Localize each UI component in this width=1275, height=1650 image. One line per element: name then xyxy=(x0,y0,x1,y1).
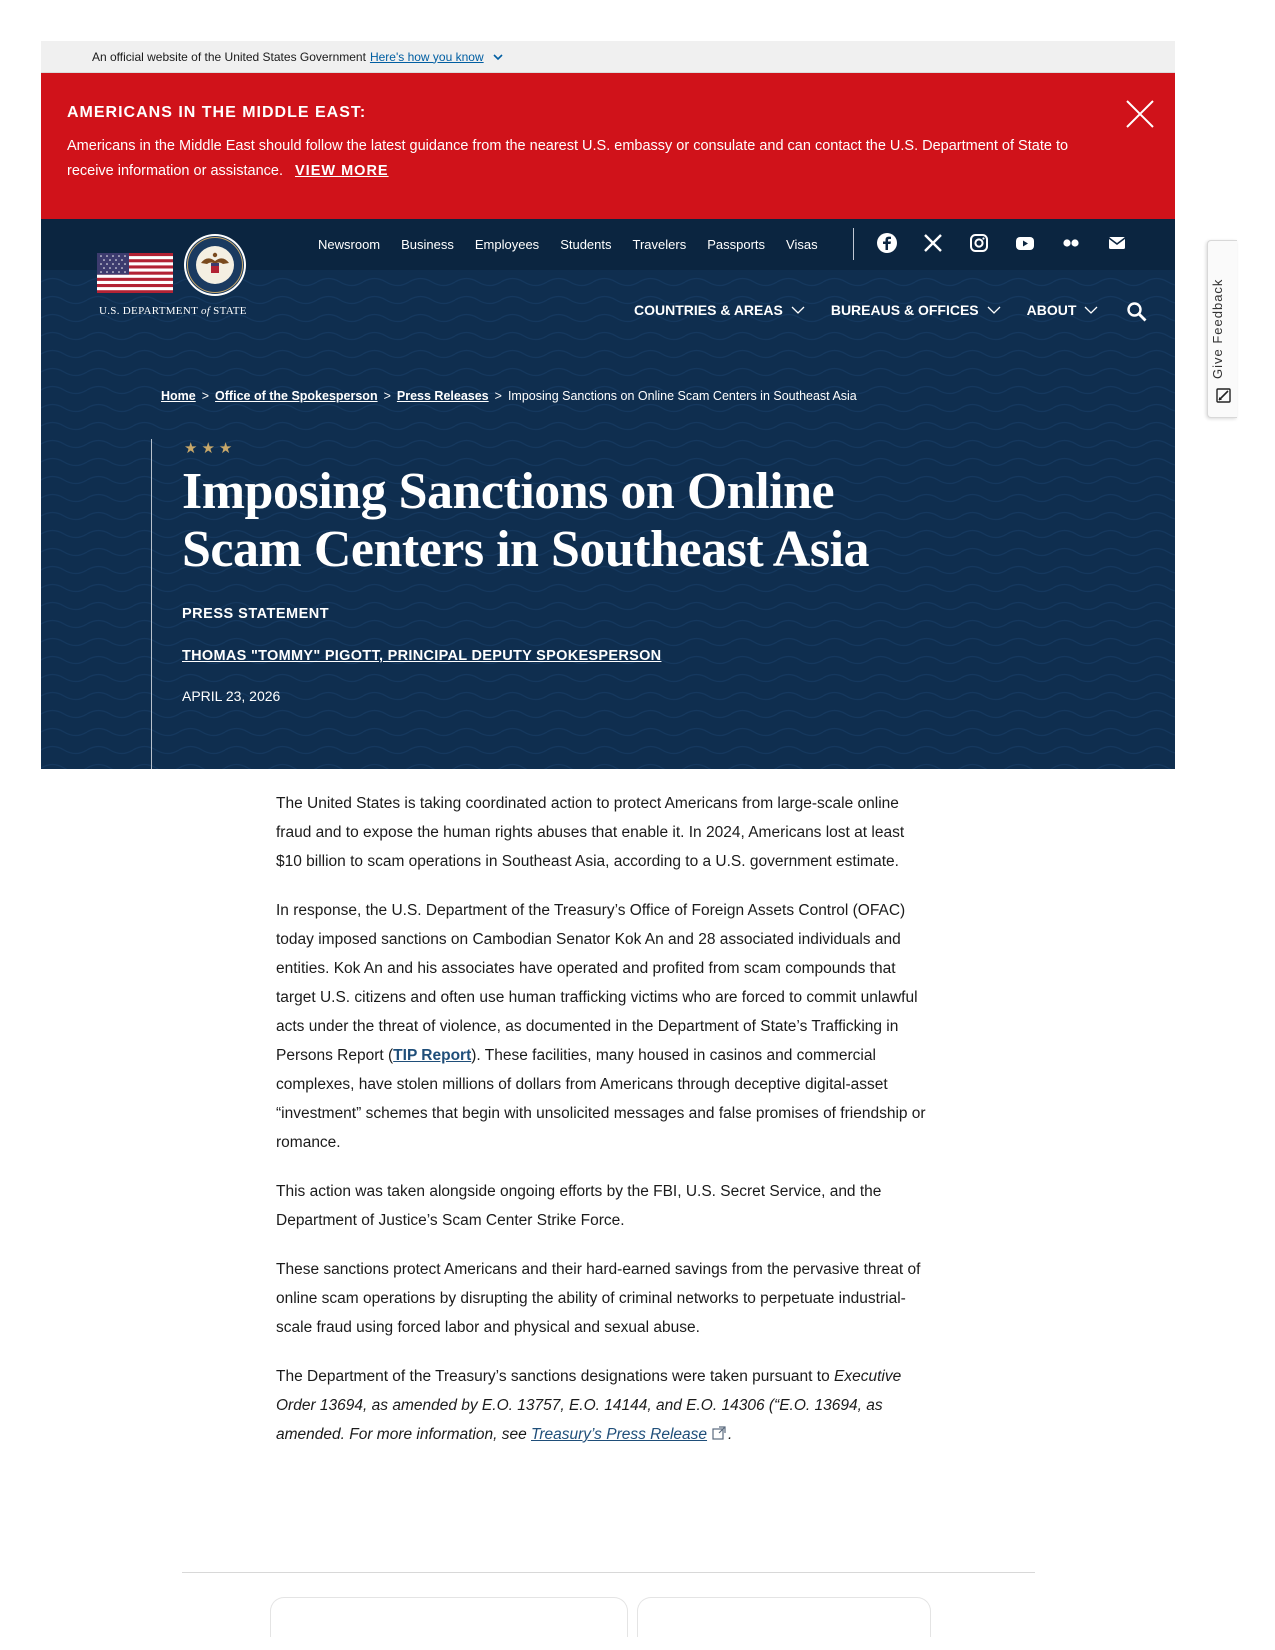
breadcrumb-home[interactable]: Home xyxy=(161,389,196,403)
official-gov-banner xyxy=(41,41,1175,73)
tip-report-link[interactable]: TIP Report xyxy=(393,1047,472,1064)
paragraph-2-text-b: ). These facilities, many housed in casinos and commercial complexes, have stolen millions of dollars from Americans through deceptive digital-asset “investment” schemes that begin with unsolicited messages and false promises of friendship or romance. xyxy=(276,1047,926,1151)
article-accent-line xyxy=(151,439,152,769)
related-card-right[interactable] xyxy=(637,1597,931,1637)
logo-text-state: STATE xyxy=(213,305,247,317)
close-icon[interactable] xyxy=(1125,99,1155,129)
paragraph-3: This action was taken alongside ongoing efforts by the FBI, U.S. Secret Service, and the Department of Justice’s Scam Center Strike Force. xyxy=(276,1183,882,1229)
us-flag-icon xyxy=(97,253,173,293)
treasury-press-release-link[interactable]: Treasury’s Press Release xyxy=(531,1426,708,1443)
flickr-icon[interactable] xyxy=(1060,232,1082,254)
paragraph-4: These sanctions protect Americans and their hard-earned savings from the pervasive threat of online scam operations by disrupting the ability of criminal networks to perpetuate industrial-scale fraud using forced labor and physical and sexual abuse. xyxy=(276,1261,921,1336)
publish-date: APRIL 23, 2026 xyxy=(182,688,281,704)
breadcrumb-press-releases[interactable]: Press Releases xyxy=(396,389,489,403)
utility-links xyxy=(318,219,839,270)
breadcrumb xyxy=(161,389,857,403)
chevron-down-icon xyxy=(987,305,1001,315)
breadcrumb-separator: > xyxy=(494,389,502,403)
nav-students[interactable]: Students xyxy=(560,237,612,252)
youtube-icon[interactable] xyxy=(1014,232,1036,254)
related-card-left[interactable] xyxy=(270,1597,628,1637)
heres-how-you-know-link[interactable]: Here's how you know xyxy=(369,49,484,64)
nav-countries-areas[interactable] xyxy=(634,302,805,318)
article-body xyxy=(276,789,926,1469)
stars-decoration: ★★★ xyxy=(184,440,237,457)
section-divider xyxy=(182,1572,1035,1573)
logo-text-department: U.S. DEPARTMENT xyxy=(99,305,198,317)
paragraph-5-text: The Department of the Treasury’s sanctions designations were taken pursuant to xyxy=(276,1368,835,1385)
alert-body xyxy=(67,134,1117,184)
nav-employees[interactable]: Employees xyxy=(474,237,540,252)
instagram-icon[interactable] xyxy=(968,232,990,254)
nav-business[interactable]: Business xyxy=(401,237,454,252)
paragraph-1: The United States is taking coordinated action to protect Americans from large-scale online fraud and to expose the human rights abuses that enable it. In 2024, Americans lost at least $10 billion to scam operations in Southeast Asia, according to a U.S. government estimate. xyxy=(276,795,905,870)
nav-travelers[interactable]: Travelers xyxy=(632,237,687,252)
gov-banner-text: An official website of the United States Government xyxy=(92,49,366,64)
nav-visas[interactable]: Visas xyxy=(786,237,818,252)
x-icon[interactable] xyxy=(922,232,944,254)
social-links xyxy=(876,232,1152,254)
page-title: Imposing Sanctions on Online Scam Centers in Southeast Asia xyxy=(182,463,870,578)
breadcrumb-separator: > xyxy=(201,389,210,403)
chevron-down-icon xyxy=(791,305,805,315)
logo-wordmark xyxy=(99,305,247,317)
nav-about[interactable] xyxy=(1027,302,1099,318)
email-icon[interactable] xyxy=(1106,232,1128,254)
breadcrumb-separator: > xyxy=(383,389,391,403)
external-link-icon xyxy=(712,1426,728,1440)
give-feedback-tab[interactable] xyxy=(1207,240,1237,418)
middle-east-alert xyxy=(41,73,1175,219)
facebook-icon[interactable] xyxy=(876,232,898,254)
breadcrumb-current: Imposing Sanctions on Online Scam Centers in Southeast Asia xyxy=(507,389,857,403)
paragraph-5-end: . xyxy=(728,1426,733,1443)
chevron-down-icon xyxy=(1084,305,1098,315)
logo-text-of: of xyxy=(200,305,211,317)
nav-about-label: ABOUT xyxy=(1026,302,1077,318)
article-type: PRESS STATEMENT xyxy=(182,606,330,622)
executive-order-text: Executive Order 13694, as amended by E.O. 13757, E.O. 14144, and E.O. 14306 (“E.O. 13694, as amended. For more information, see xyxy=(276,1368,902,1443)
paragraph-5 xyxy=(276,1362,926,1449)
paragraph-2-text-a: In response, the U.S. Department of the Treasury’s Office of Foreign Assets Control (OFAC) today imposed sanctions on Cambodian Senator Kok An and 28 associated individuals and entities. Kok An and his associates have operated and profited from scam compounds that target U.S. citizens and often use human trafficking victims who are forced to commit unlawful acts under the threat of violence, as documented in the Department of State’s Trafficking in Persons Report ( xyxy=(276,902,918,1064)
nav-newsroom[interactable]: Newsroom xyxy=(318,237,381,252)
nav-countries-areas-label: COUNTRIES & AREAS xyxy=(634,302,783,318)
view-more-link[interactable]: VIEW MORE xyxy=(295,163,389,179)
alert-title: AMERICANS IN THE MIDDLE EAST: xyxy=(67,104,367,121)
nav-divider xyxy=(853,228,854,260)
department-seal-icon xyxy=(184,234,246,296)
nav-passports[interactable]: Passports xyxy=(707,237,766,252)
feedback-icon xyxy=(1216,388,1231,403)
nav-bureaus-offices-label: BUREAUS & OFFICES xyxy=(830,302,979,318)
paragraph-2 xyxy=(276,896,926,1157)
main-nav xyxy=(634,302,1124,318)
search-icon[interactable] xyxy=(1126,301,1148,323)
give-feedback-label: Give Feedback xyxy=(1210,278,1225,379)
chevron-down-icon[interactable] xyxy=(492,51,504,63)
author-link[interactable]: THOMAS "TOMMY" PIGOTT, PRINCIPAL DEPUTY SPOKESPERSON xyxy=(182,648,662,664)
site-header xyxy=(41,219,1175,769)
alert-body-text: Americans in the Middle East should follow the latest guidance from the nearest U.S. embassy or consulate and can contact the U.S. Department of State to receive information or assistance. xyxy=(67,138,1069,179)
nav-bureaus-offices[interactable] xyxy=(831,302,1001,318)
breadcrumb-office-of-spokesperson[interactable]: Office of the Spokesperson xyxy=(215,389,378,403)
